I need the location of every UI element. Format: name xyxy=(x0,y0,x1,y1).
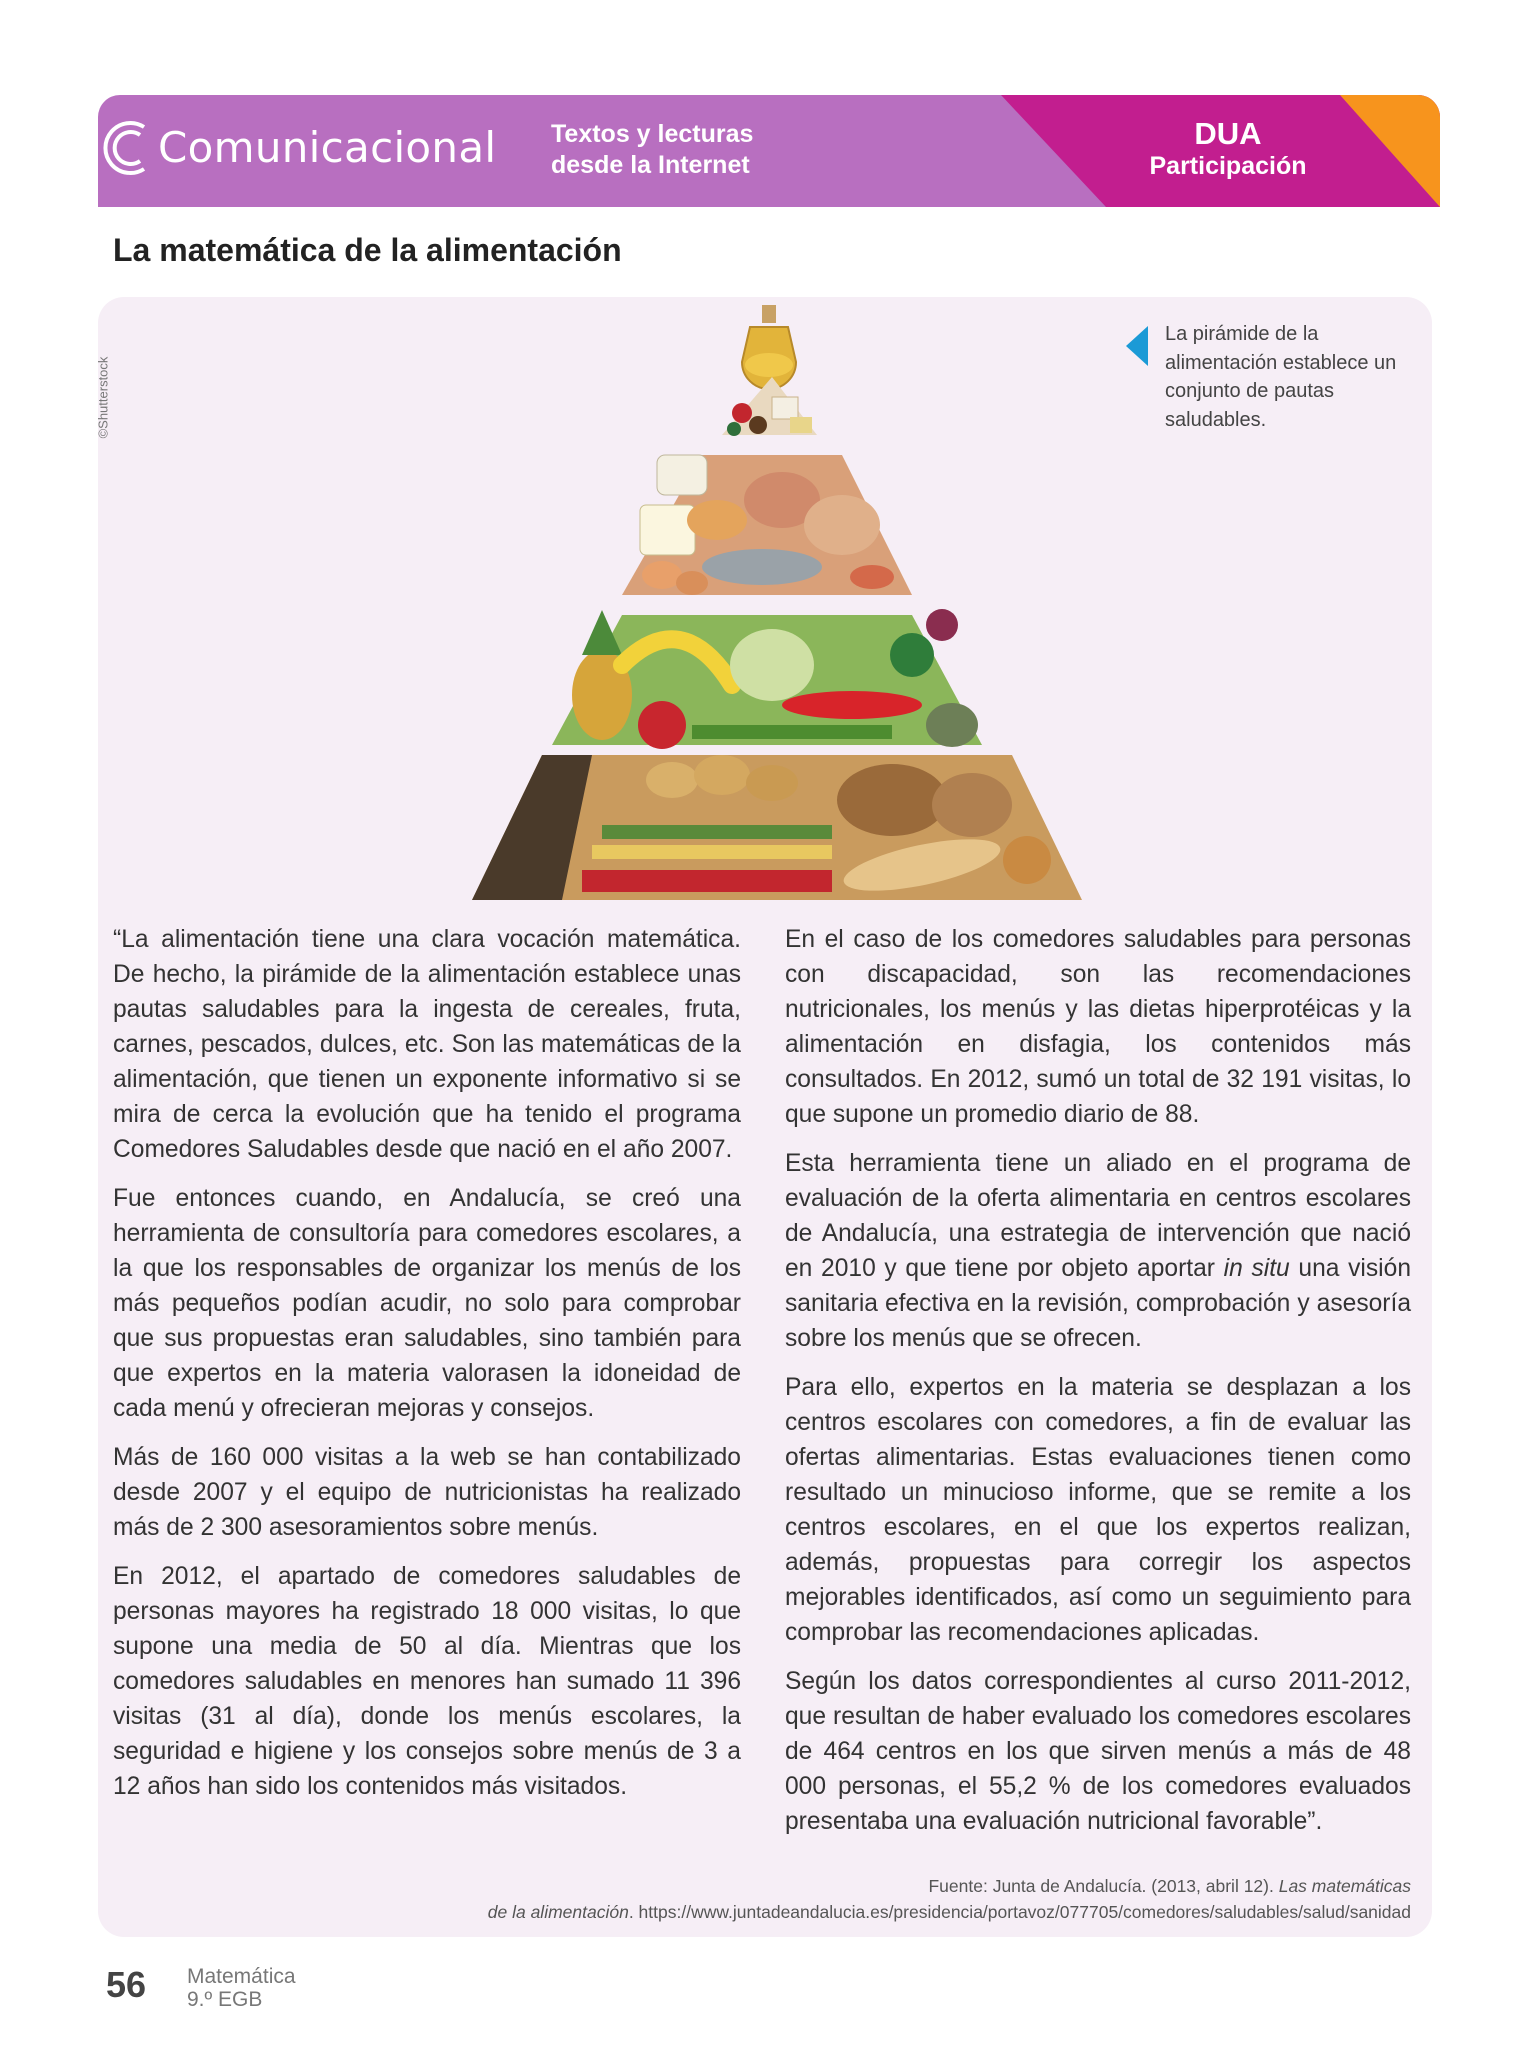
sweets-tier-icon xyxy=(722,377,817,436)
article-column-right xyxy=(785,922,1411,1853)
source-citation xyxy=(300,1873,1411,1925)
paragraph: Fue entonces cuando, en Andalucía, se creó una herramienta de consultoría para comedores escolares, a la que los responsables de organizar los menús de los más pequeños podían acudir, no solo para comprobar que sus propuestas eran saludables, sino también para que expertos en la materia valorasen la idoneidad de cada menú y ofrecieran mejoras y consejos. xyxy=(113,1185,741,1422)
protein-tier-icon xyxy=(622,455,912,595)
source-prefix: Fuente: Junta de Andalucía. (2013, abril 12). xyxy=(928,1876,1279,1896)
paragraph-text: Esta herramienta tiene un aliado en el programa de evaluación de la oferta alimentaria en centros escolares de Andalucía, una estrategia de intervención que nació en 2010 y que tiene por objeto aportar xyxy=(785,1150,1411,1282)
paragraph: Más de 160 000 visitas a la web se han contabilizado desde 2007 y el equipo de nutricionistas ha realizado más de 2 300 asesoramientos sobre menús. xyxy=(113,1444,741,1541)
oil-bottle-icon xyxy=(742,305,796,389)
image-credit-text: ©Shutterstock xyxy=(95,356,111,439)
fruits-vegetables-tier-icon xyxy=(552,609,982,749)
image-credit xyxy=(78,335,128,465)
paragraph-text: una visión sanitaria efectiva en la revisión, comprobación y asesoría sobre los menús que se ofrecen. xyxy=(785,1255,1412,1352)
paragraph: Para ello, expertos en la materia se desplazan a los centros escolares con comedores, a fin de evaluar las ofertas alimentarias. Estas evaluaciones tienen como resultado un minucioso informe, que se remite a los centros escolares, en el que los expertos realizan, además, propuestas para corregir los aspectos mejorables identificados, así como un seguimiento para comprobar las recomendaciones aplicadas. xyxy=(785,1374,1411,1646)
source-title-part2: de la alimentación xyxy=(487,1902,629,1922)
subtitle-line-1: Textos y lecturas xyxy=(551,120,754,148)
caption-pointer-icon xyxy=(1126,326,1148,366)
footer-subject xyxy=(187,1965,296,2011)
page-title: La matemática de la alimentación xyxy=(113,232,622,268)
section-name: Comunicacional xyxy=(158,123,497,172)
paragraph: En 2012, el apartado de comedores saludables de personas mayores ha registrado 18 000 visitas, lo que supone una media de 50 al día. Mientras que los comedores saludables en menores han sumado 11 396 visitas (31 al día), donde los menús escolares, la seguridad e higiene y los consejos sobre menús de 3 a 12 años han sido los contenidos más visitados. xyxy=(113,1563,741,1800)
dua-subtitle: Participación xyxy=(1149,152,1307,180)
dua-label xyxy=(1128,117,1328,181)
section-subtitle xyxy=(551,119,753,181)
subtitle-line-2: desde la Internet xyxy=(551,151,750,179)
subject-name: Matemática xyxy=(187,1965,296,1988)
paragraph xyxy=(785,1146,1411,1356)
grade-level: 9.º EGB xyxy=(187,1988,263,2011)
article-column-left xyxy=(113,922,741,1818)
source-url: . https://www.juntadeandalucia.es/presidencia/portavoz/077705/comedores/saludables/salud/sanidad xyxy=(628,1902,1411,1922)
caption-text: La pirámide de la alimentación establece un conjunto de pautas saludables. xyxy=(1165,323,1397,431)
paragraph: “La alimentación tiene una clara vocación matemática. De hecho, la pirámide de la alimentación establece unas pautas saludables para la ingesta de cereales, fruta, carnes, pescados, dulces, etc. Son las matemáticas de la alimentación, que tienen un exponente informativo si se mira de cerca la evolución que ha tenido el programa Comedores Saludables desde que nació en el año 2007. xyxy=(113,926,741,1163)
paragraph: Según los datos correspondientes al curso 2011-2012, que resultan de haber evaluado los comedores escolares de 464 centros en los que sirven menús a más de 48 000 personas, el 55,2 % de los comedores evaluados presentaba una evaluación nutricional favorable”. xyxy=(785,1668,1411,1835)
comunicacional-logo-icon xyxy=(100,119,152,177)
source-title-part1: Las matemáticas xyxy=(1278,1876,1411,1896)
dua-title: DUA xyxy=(1194,116,1262,151)
page-number: 56 xyxy=(106,1964,147,2005)
cereals-tier-icon xyxy=(472,755,1082,900)
italic-term: in situ xyxy=(1223,1255,1290,1282)
paragraph: En el caso de los comedores saludables para personas con discapacidad, son las recomendaciones nutricionales, los menús y las dietas hiperprotéicas y la alimentación en disfagia, los contenidos más consultados. En 2012, sumó un total de 32 191 visitas, lo que supone un promedio diario de 88. xyxy=(785,926,1411,1128)
food-pyramid-image xyxy=(472,305,1082,900)
section-banner xyxy=(98,95,1440,207)
